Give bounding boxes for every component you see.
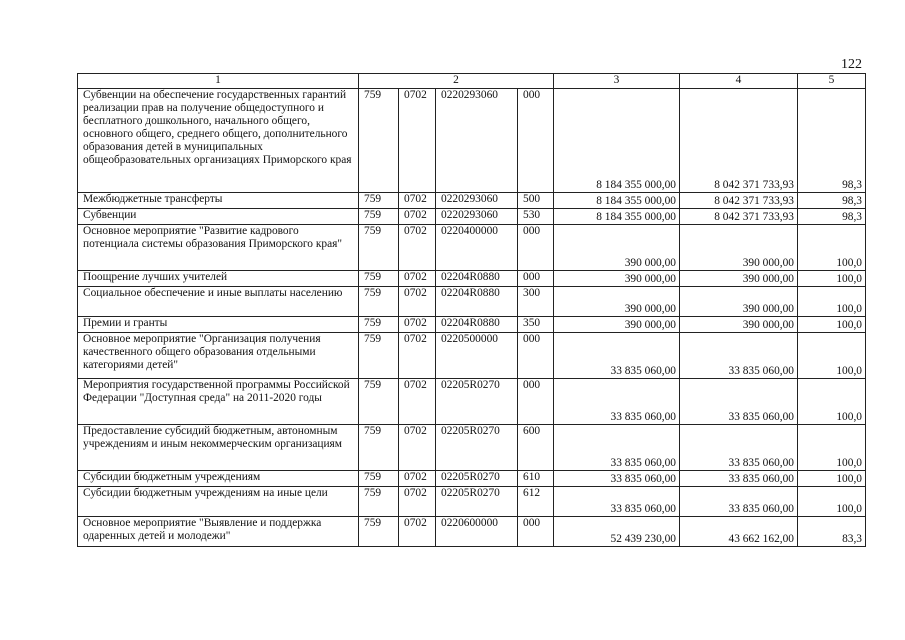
row-planned-amount: 52 439 230,00 (554, 517, 680, 547)
row-grbs-code: 759 (359, 193, 399, 209)
row-expense-type-code: 530 (518, 209, 554, 225)
table-row (78, 287, 866, 317)
budget-execution-table (77, 73, 866, 547)
row-section-code: 0702 (399, 89, 436, 193)
row-name: Межбюджетные трансферты (78, 193, 359, 209)
row-name: Поощрение лучших учителей (78, 271, 359, 287)
row-execution-percent: 100,0 (798, 333, 866, 379)
row-grbs-code: 759 (359, 89, 399, 193)
table-row (78, 209, 866, 225)
row-expense-type-code: 350 (518, 317, 554, 333)
row-planned-amount: 33 835 060,00 (554, 425, 680, 471)
header-col-1: 1 (78, 74, 359, 89)
row-expense-type-code: 500 (518, 193, 554, 209)
row-section-code: 0702 (399, 471, 436, 487)
row-section-code: 0702 (399, 271, 436, 287)
row-name: Премии и гранты (78, 317, 359, 333)
table-row (78, 425, 866, 471)
row-section-code: 0702 (399, 287, 436, 317)
row-expense-type-code: 000 (518, 225, 554, 271)
row-grbs-code: 759 (359, 225, 399, 271)
row-planned-amount: 33 835 060,00 (554, 471, 680, 487)
row-execution-percent: 100,0 (798, 317, 866, 333)
row-grbs-code: 759 (359, 379, 399, 425)
row-name: Социальное обеспечение и иные выплаты населению (78, 287, 359, 317)
row-section-code: 0702 (399, 317, 436, 333)
row-section-code: 0702 (399, 209, 436, 225)
row-target-article-code: 02204R0880 (436, 287, 518, 317)
row-grbs-code: 759 (359, 425, 399, 471)
row-grbs-code: 759 (359, 517, 399, 547)
row-section-code: 0702 (399, 379, 436, 425)
row-executed-amount: 33 835 060,00 (680, 471, 798, 487)
row-name: Основное мероприятие "Выявление и поддержка одаренных детей и молодежи" (78, 517, 359, 547)
row-target-article-code: 02205R0270 (436, 487, 518, 517)
row-executed-amount: 33 835 060,00 (680, 425, 798, 471)
row-planned-amount: 33 835 060,00 (554, 379, 680, 425)
row-name: Основное мероприятие "Развитие кадрового потенциала системы образования Приморского края" (78, 225, 359, 271)
row-execution-percent: 100,0 (798, 379, 866, 425)
row-grbs-code: 759 (359, 317, 399, 333)
row-section-code: 0702 (399, 333, 436, 379)
header-col-4: 4 (680, 74, 798, 89)
table-row (78, 517, 866, 547)
row-planned-amount: 390 000,00 (554, 271, 680, 287)
row-expense-type-code: 000 (518, 517, 554, 547)
row-target-article-code: 0220293060 (436, 209, 518, 225)
table-row (78, 379, 866, 425)
table-row (78, 89, 866, 193)
row-planned-amount: 390 000,00 (554, 225, 680, 271)
row-executed-amount: 390 000,00 (680, 287, 798, 317)
row-name: Субвенции (78, 209, 359, 225)
row-target-article-code: 0220400000 (436, 225, 518, 271)
row-grbs-code: 759 (359, 333, 399, 379)
row-execution-percent: 98,3 (798, 89, 866, 193)
row-grbs-code: 759 (359, 287, 399, 317)
row-executed-amount: 33 835 060,00 (680, 379, 798, 425)
row-target-article-code: 02204R0880 (436, 271, 518, 287)
row-executed-amount: 390 000,00 (680, 271, 798, 287)
row-executed-amount: 8 042 371 733,93 (680, 193, 798, 209)
row-execution-percent: 98,3 (798, 193, 866, 209)
header-col-2: 2 (359, 74, 554, 89)
row-execution-percent: 100,0 (798, 271, 866, 287)
row-target-article-code: 0220293060 (436, 89, 518, 193)
row-expense-type-code: 610 (518, 471, 554, 487)
row-planned-amount: 390 000,00 (554, 287, 680, 317)
table-row (78, 471, 866, 487)
row-executed-amount: 33 835 060,00 (680, 333, 798, 379)
row-section-code: 0702 (399, 225, 436, 271)
row-executed-amount: 390 000,00 (680, 225, 798, 271)
table-row (78, 317, 866, 333)
row-target-article-code: 0220600000 (436, 517, 518, 547)
row-expense-type-code: 300 (518, 287, 554, 317)
row-execution-percent: 100,0 (798, 287, 866, 317)
row-name: Субвенции на обеспечение государственных гарантий реализации прав на получение общедоступного и бесплатного дошкольного, начального общего, основного общего, среднего общего, дополнительного образования детей в муниципальных общеобразовательных организациях Приморского края (78, 89, 359, 193)
row-grbs-code: 759 (359, 487, 399, 517)
row-section-code: 0702 (399, 425, 436, 471)
header-col-3: 3 (554, 74, 680, 89)
row-executed-amount: 8 042 371 733,93 (680, 209, 798, 225)
row-planned-amount: 33 835 060,00 (554, 487, 680, 517)
row-executed-amount: 43 662 162,00 (680, 517, 798, 547)
table-header-row (78, 74, 866, 89)
table-row (78, 487, 866, 517)
row-executed-amount: 33 835 060,00 (680, 487, 798, 517)
row-execution-percent: 83,3 (798, 517, 866, 547)
row-planned-amount: 8 184 355 000,00 (554, 209, 680, 225)
row-target-article-code: 02204R0880 (436, 317, 518, 333)
row-execution-percent: 100,0 (798, 425, 866, 471)
row-section-code: 0702 (399, 193, 436, 209)
row-name: Предоставление субсидий бюджетным, автономным учреждениям и иным некоммерческим организациям (78, 425, 359, 471)
row-expense-type-code: 000 (518, 89, 554, 193)
row-name: Субсидии бюджетным учреждениям на иные цели (78, 487, 359, 517)
row-execution-percent: 100,0 (798, 471, 866, 487)
row-execution-percent: 98,3 (798, 209, 866, 225)
row-name: Мероприятия государственной программы Российской Федерации "Доступная среда" на 2011-2020 годы (78, 379, 359, 425)
row-executed-amount: 390 000,00 (680, 317, 798, 333)
table-row (78, 193, 866, 209)
row-target-article-code: 0220500000 (436, 333, 518, 379)
row-grbs-code: 759 (359, 271, 399, 287)
page-number: 122 (841, 57, 862, 72)
row-section-code: 0702 (399, 517, 436, 547)
row-name: Субсидии бюджетным учреждениям (78, 471, 359, 487)
header-col-5: 5 (798, 74, 866, 89)
row-execution-percent: 100,0 (798, 487, 866, 517)
row-section-code: 0702 (399, 487, 436, 517)
row-expense-type-code: 600 (518, 425, 554, 471)
row-name: Основное мероприятие "Организация получения качественного общего образования отдельными категориями детей" (78, 333, 359, 379)
row-grbs-code: 759 (359, 209, 399, 225)
row-planned-amount: 8 184 355 000,00 (554, 89, 680, 193)
row-expense-type-code: 000 (518, 271, 554, 287)
row-target-article-code: 0220293060 (436, 193, 518, 209)
table-row (78, 225, 866, 271)
row-expense-type-code: 000 (518, 379, 554, 425)
row-execution-percent: 100,0 (798, 225, 866, 271)
row-planned-amount: 33 835 060,00 (554, 333, 680, 379)
row-planned-amount: 390 000,00 (554, 317, 680, 333)
row-expense-type-code: 000 (518, 333, 554, 379)
row-expense-type-code: 612 (518, 487, 554, 517)
row-planned-amount: 8 184 355 000,00 (554, 193, 680, 209)
row-grbs-code: 759 (359, 471, 399, 487)
table-row (78, 333, 866, 379)
row-target-article-code: 02205R0270 (436, 425, 518, 471)
row-executed-amount: 8 042 371 733,93 (680, 89, 798, 193)
row-target-article-code: 02205R0270 (436, 471, 518, 487)
table-row (78, 271, 866, 287)
row-target-article-code: 02205R0270 (436, 379, 518, 425)
